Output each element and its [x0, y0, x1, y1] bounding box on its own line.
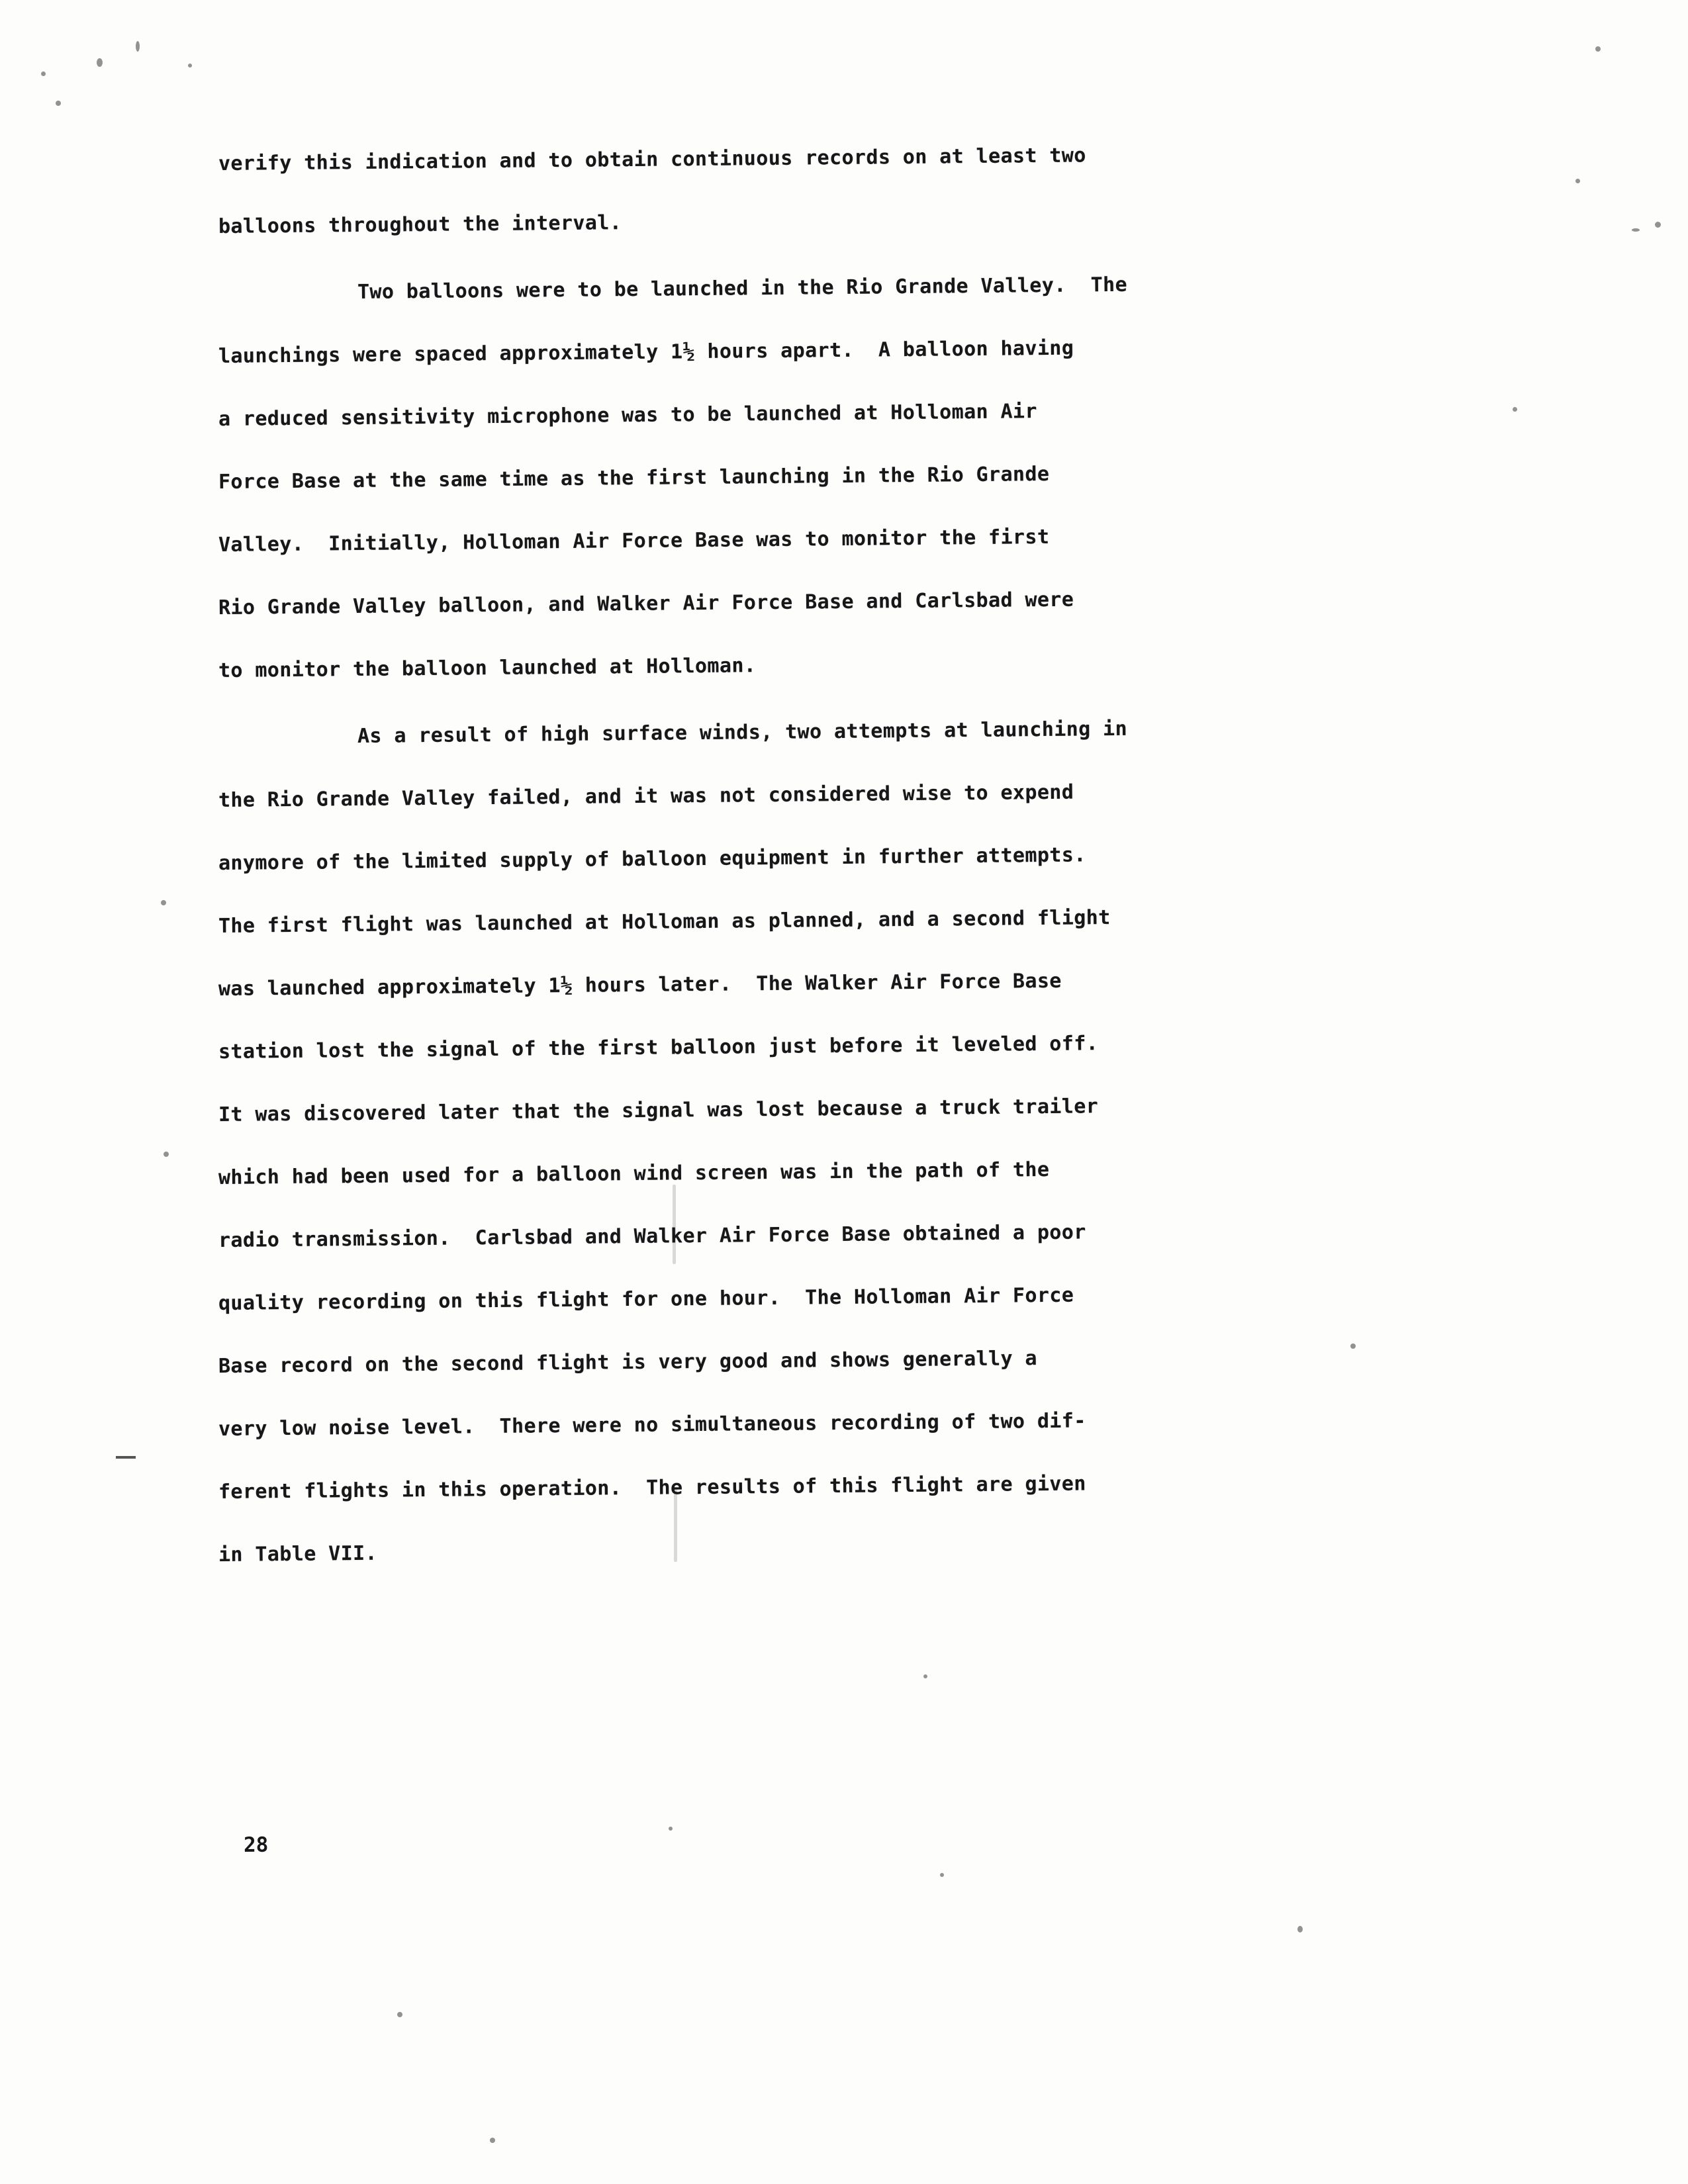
text-line: balloons throughout the interval. — [218, 211, 622, 238]
page-number: 28 — [243, 1833, 269, 1857]
scan-speck — [923, 1674, 927, 1678]
scan-speck — [56, 101, 61, 106]
text-line: Valley. Initially, Holloman Air Force Base was to monitor the first — [218, 525, 1050, 557]
text-line: Force Base at the same time as the first launching in the Rio Grande — [218, 462, 1050, 494]
document-text — [218, 132, 1476, 1590]
text-line: a reduced sensitivity microphone was to be launched at Holloman Air — [218, 400, 1038, 431]
scan-speck — [41, 71, 46, 76]
margin-mark — [116, 1456, 136, 1459]
text-line: radio transmission. Carlsbad and Walker Air Force Base obtained a poor — [218, 1220, 1086, 1252]
text-line: very low noise level. There were no simultaneous recording of two dif- — [218, 1409, 1086, 1441]
text-line: in Table VII. — [218, 1541, 378, 1567]
paragraph — [218, 132, 1476, 258]
text-line: As a result of high surface winds, two attempts at launching in — [357, 717, 1128, 748]
scan-speck — [1575, 179, 1580, 183]
text-line: quality recording on this flight for one hour. The Holloman Air Force — [218, 1283, 1074, 1315]
scan-speck — [1632, 228, 1640, 232]
text-line: It was discovered later that the signal was lost because a truck trailer — [218, 1095, 1099, 1126]
text-line: which had been used for a balloon wind screen was in the path of the — [218, 1158, 1050, 1189]
text-line: The first flight was launched at Holloman as planned, and a second flight — [218, 906, 1111, 938]
scan-speck — [1595, 46, 1601, 52]
scan-speck — [136, 41, 140, 52]
scan-speck — [490, 2138, 495, 2143]
paragraph — [218, 706, 1476, 1586]
scan-speck — [669, 1827, 673, 1831]
scan-speck — [397, 2012, 402, 2017]
text-line: was launched approximately 1½ hours later. The Walker Air Force Base — [218, 969, 1062, 1001]
text-line: Rio Grande Valley balloon, and Walker Air Force Base and Carlsbad were — [218, 588, 1074, 619]
scan-speck — [1297, 1926, 1303, 1933]
text-line: Two balloons were to be launched in the Rio Grande Valley. The — [357, 273, 1128, 304]
scan-speck — [164, 1152, 169, 1157]
scan-speck — [97, 58, 103, 67]
text-line: station lost the signal of the first balloon just before it leveled off. — [218, 1032, 1099, 1064]
text-line: ferent flights in this operation. The results of this flight are given — [218, 1472, 1086, 1504]
scan-speck — [940, 1873, 944, 1877]
scan-speck — [188, 64, 192, 68]
text-line: verify this indication and to obtain continuous records on at least two — [218, 144, 1086, 175]
paragraph — [218, 262, 1476, 702]
scan-speck — [161, 900, 166, 905]
text-line: anymore of the limited supply of balloon equipment in further attempts. — [218, 843, 1086, 875]
scan-speck — [1513, 407, 1517, 412]
scan-speck — [1655, 222, 1661, 228]
text-line: to monitor the balloon launched at Holloman. — [218, 654, 757, 682]
text-line: launchings were spaced approximately 1½ hours apart. A balloon having — [218, 336, 1074, 368]
text-line: Base record on the second flight is very good and shows generally a — [218, 1347, 1038, 1378]
text-line: the Rio Grande Valley failed, and it was not considered wise to expend — [218, 780, 1074, 812]
